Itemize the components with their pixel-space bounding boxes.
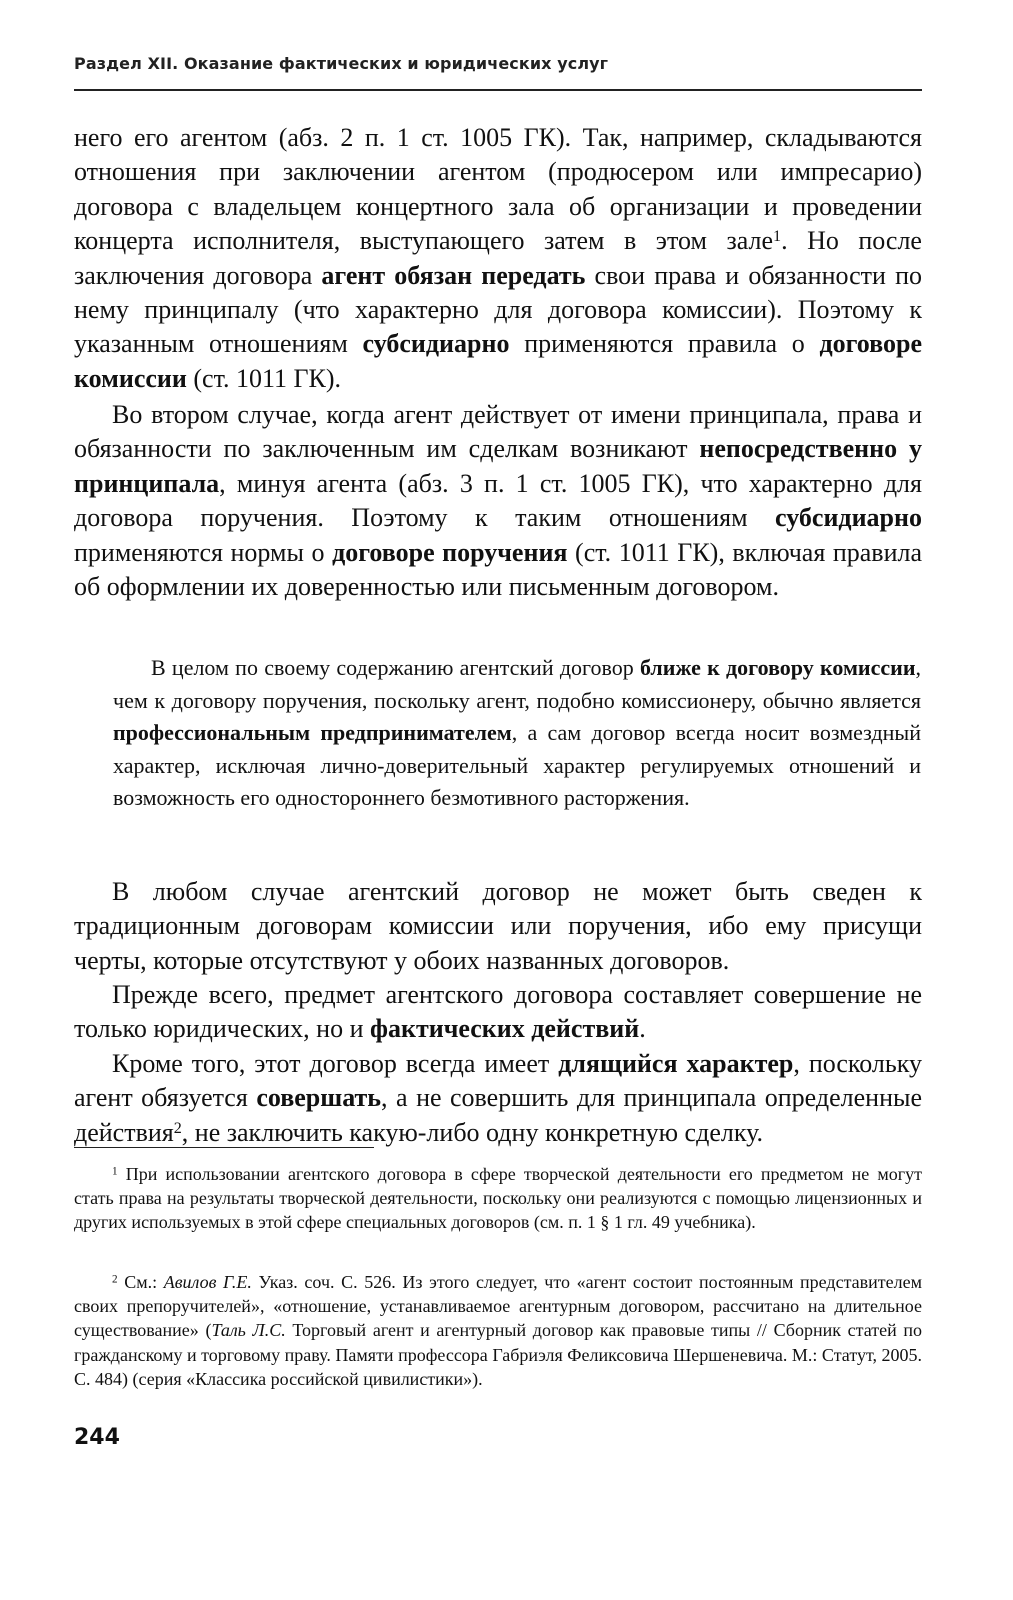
paragraph-2 <box>74 398 922 604</box>
text-run: него его агентом (абз. 2 п. 1 ст. 1005 ГК). Так, например, складываются отношения при заключении агентом (продюсером или импресарио) договора с владельцем концертного зала об организации и проведении концерта исполнителя, выступающего затем в этом зале <box>74 123 922 256</box>
bold-term: субсидиарно <box>362 329 510 359</box>
paragraph-3: В любом случае агентский договор не может быть сведен к традиционным договорам комиссии или поручения, ибо ему присущи черты, которые отсутствуют у обоих названных договоров. <box>74 877 922 975</box>
text-run: , чем к договору поручения, поскольку агент, подобно комиссионеру, обычно является <box>113 655 921 713</box>
footnote-separator <box>74 1147 374 1148</box>
footnote-marker: 1 <box>112 1165 118 1178</box>
text-run: , не заключить какую-либо одну конкретную сделку. <box>181 1117 763 1147</box>
highlighted-statement <box>113 652 921 815</box>
paragraph-5 <box>74 1047 922 1150</box>
text-run: свои права и обязанности по нему принципалу (что характерно для договора комиссии). Поэтому к указанным отношениям <box>74 260 922 359</box>
text-run: . Но после заключения договора <box>74 226 922 290</box>
text-run: (ст. 1011 ГК). <box>186 363 342 393</box>
bold-term: агент обязан передать <box>321 260 586 290</box>
paragraph-1 <box>74 121 922 396</box>
bold-term: договоре поручения <box>332 537 568 567</box>
text-run: применяются нормы о <box>74 537 333 567</box>
paragraph-4 <box>74 978 922 1047</box>
text-run: , минуя агента (абз. 3 п. 1 ст. 1005 ГК), что характерно для договора поручения. Поэтому к таким отношениям <box>74 468 922 533</box>
page-number: 244 <box>74 1425 120 1450</box>
footnote-marker: 2 <box>112 1273 118 1286</box>
text-run: , поскольку агент обязуется <box>74 1049 922 1113</box>
footnote-ref-2[interactable]: 2 <box>173 1119 182 1137</box>
bold-term: длящийся характер <box>558 1049 794 1078</box>
author-name: Таль Л.С. <box>211 1320 286 1341</box>
text-run: См.: <box>124 1272 164 1292</box>
bold-term: профессиональным предпринимателем <box>113 720 512 746</box>
text-run: В целом по своему содержанию агентский договор <box>151 655 640 680</box>
text-run: , а не совершить для принципала определенные действия <box>74 1083 923 1147</box>
bold-term: ближе к договору комиссии <box>639 655 916 680</box>
footnote-1 <box>74 1162 922 1235</box>
text-run: Указ. соч. С. 526. Из этого следует, что «агент состоит постоянным представителем своих препоручителей», «отношение, устанавливаемое агентурным договором, рассчитано на длительное существование» ( <box>74 1272 922 1341</box>
footnote-ref-1[interactable]: 1 <box>773 228 782 246</box>
text-run: применяются правила о <box>509 329 820 359</box>
footnote-2 <box>74 1270 922 1391</box>
text-run: . <box>639 1014 646 1044</box>
bold-term: совершать <box>256 1083 382 1113</box>
running-head: Раздел XII. Оказание фактических и юридических услуг <box>74 54 609 73</box>
text-run: При использовании агентского договора в сфере творческой деятельности его предметом не могут стать права на результаты творческой деятельности, поскольку они реализуются с помощью лицензионных и других используемых в этой сфере специальных договоров (см. п. 1 § 1 гл. 49 учебника). <box>74 1164 923 1233</box>
bold-term: фактических действий <box>369 1014 640 1044</box>
bold-term: договоре комиссии <box>74 329 922 393</box>
text-run: Во втором случае, когда агент действует от имени принципала, права и обязанности по заключенным им сделкам возникают <box>74 400 922 464</box>
header-rule <box>74 89 922 91</box>
text-run: Прежде всего, предмет агентского договора составляет совершение не только юридических, но и <box>74 980 922 1044</box>
text-run: (ст. 1011 ГК), включая правила об оформлении их доверенностью или письменным договором. <box>74 537 923 602</box>
bold-term: непосредственно у принципала <box>74 434 922 498</box>
text-run: , а сам договор всегда носит возмездный характер, исключая лично-доверительный характер регулируемых отношений и возможность его одностороннего безмотивного расторжения. <box>113 720 921 811</box>
bold-term: субсидиарно <box>775 503 922 533</box>
text-run: Торговый агент и агентурный договор как правовые типы // Сборник статей по гражданскому и торговому праву. Памяти профессора Габриэля Феликсовича Шершеневича. М.: Статут, 2005. С. 484) (серия «Классика российской цивилистики»). <box>74 1320 923 1389</box>
author-name: Авилов Г.Е. <box>163 1272 252 1292</box>
text-run: Кроме того, этот договор всегда имеет <box>112 1049 559 1078</box>
